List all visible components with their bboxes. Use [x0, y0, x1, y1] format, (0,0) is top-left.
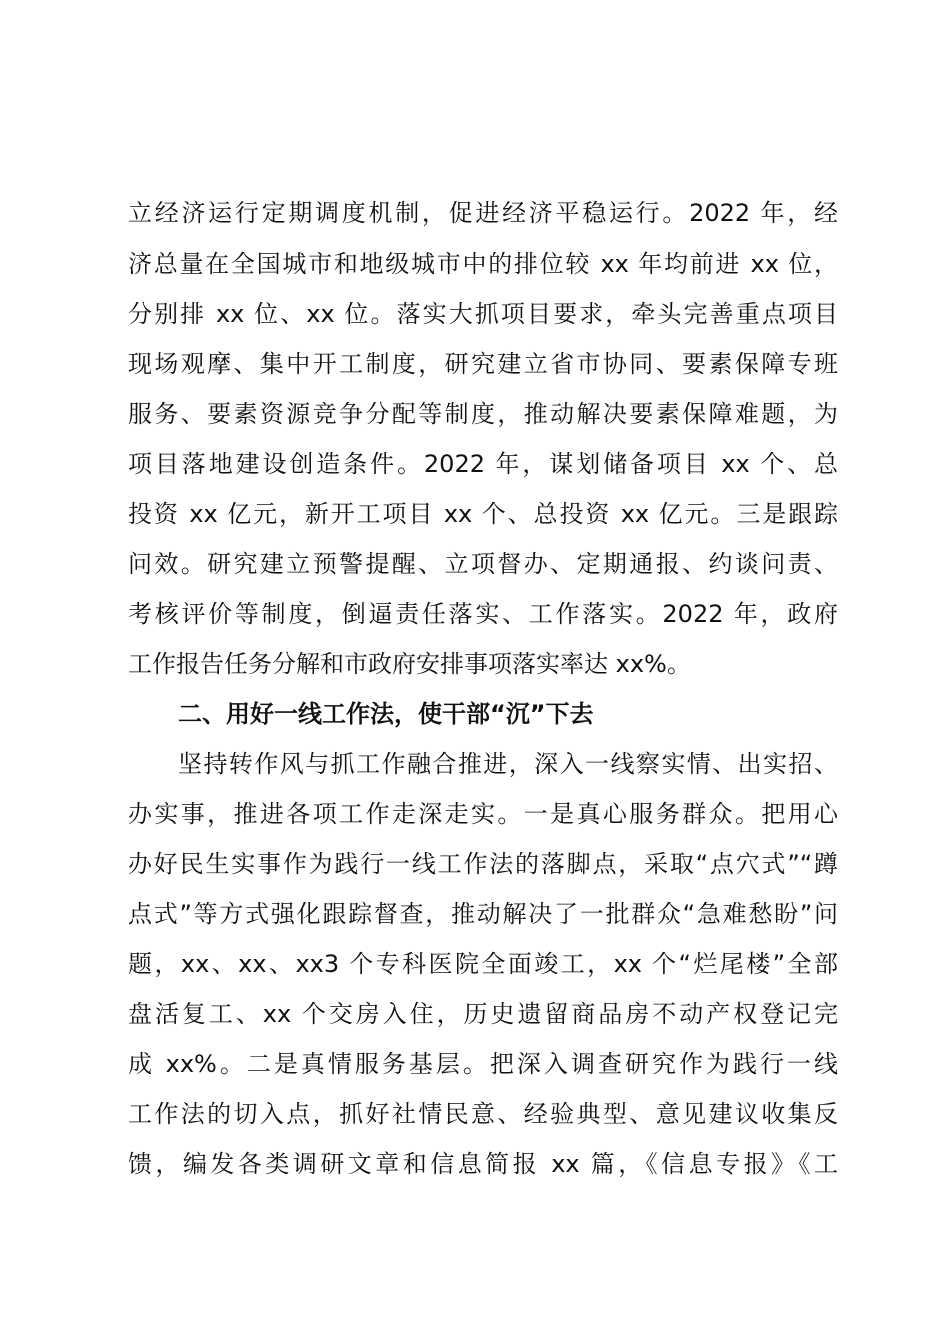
body-text-line: 坚持转作风与抓工作融合推进，深入一线察实情、出实招、 [178, 750, 838, 778]
body-text-line: 考核评价等制度，倒逼责任落实、工作落实。2022 年，政府 [128, 600, 838, 628]
body-text-line: 工作法的切入点，抓好社情民意、经验典型、意见建议收集反 [128, 1100, 838, 1128]
body-text-line: 办实事，推进各项工作走深走实。一是真心服务群众。把用心 [128, 800, 838, 828]
body-text-line: 盘活复工、xx 个交房入住，历史遗留商品房不动产权登记完 [128, 1000, 838, 1028]
body-text-line: 工作报告任务分解和市政府安排事项落实率达 xx%。 [128, 650, 691, 678]
body-text-line: 办好民生实事作为践行一线工作法的落脚点，采取“点穴式”“蹲 [128, 850, 838, 878]
body-text-line: 服务、要素资源竞争分配等制度，推动解决要素保障难题，为 [128, 400, 838, 428]
body-text-line: 立经济运行定期调度机制，促进经济平稳运行。2022 年，经 [128, 199, 838, 227]
section-heading: 二、用好一线工作法，使干部“沉”下去 [178, 700, 594, 728]
body-text-line: 题，xx、xx、xx3 个专科医院全面竣工，xx 个“烂尾楼”全部 [128, 950, 838, 978]
body-text-line: 成 xx%。二是真情服务基层。把深入调查研究作为践行一线 [128, 1050, 838, 1078]
body-text-line: 馈，编发各类调研文章和信息简报 xx 篇，《信息专报》《工 [128, 1150, 838, 1178]
body-text-line: 现场观摩、集中开工制度，研究建立省市协同、要素保障专班 [128, 350, 838, 378]
body-text-line: 问效。研究建立预警提醒、立项督办、定期通报、约谈问责、 [128, 550, 838, 578]
body-text-line: 分别排 xx 位、xx 位。落实大抓项目要求，牵头完善重点项目 [128, 300, 838, 328]
body-text-line: 投资 xx 亿元，新开工项目 xx 个、总投资 xx 亿元。三是跟踪 [128, 500, 838, 528]
body-text-line: 项目落地建设创造条件。2022 年，谋划储备项目 xx 个、总 [128, 450, 838, 478]
body-text-line: 济总量在全国城市和地级城市中的排位较 xx 年均前进 xx 位， [128, 250, 838, 278]
body-text-line: 点式”等方式强化跟踪督查，推动解决了一批群众“急难愁盼”问 [128, 900, 838, 928]
